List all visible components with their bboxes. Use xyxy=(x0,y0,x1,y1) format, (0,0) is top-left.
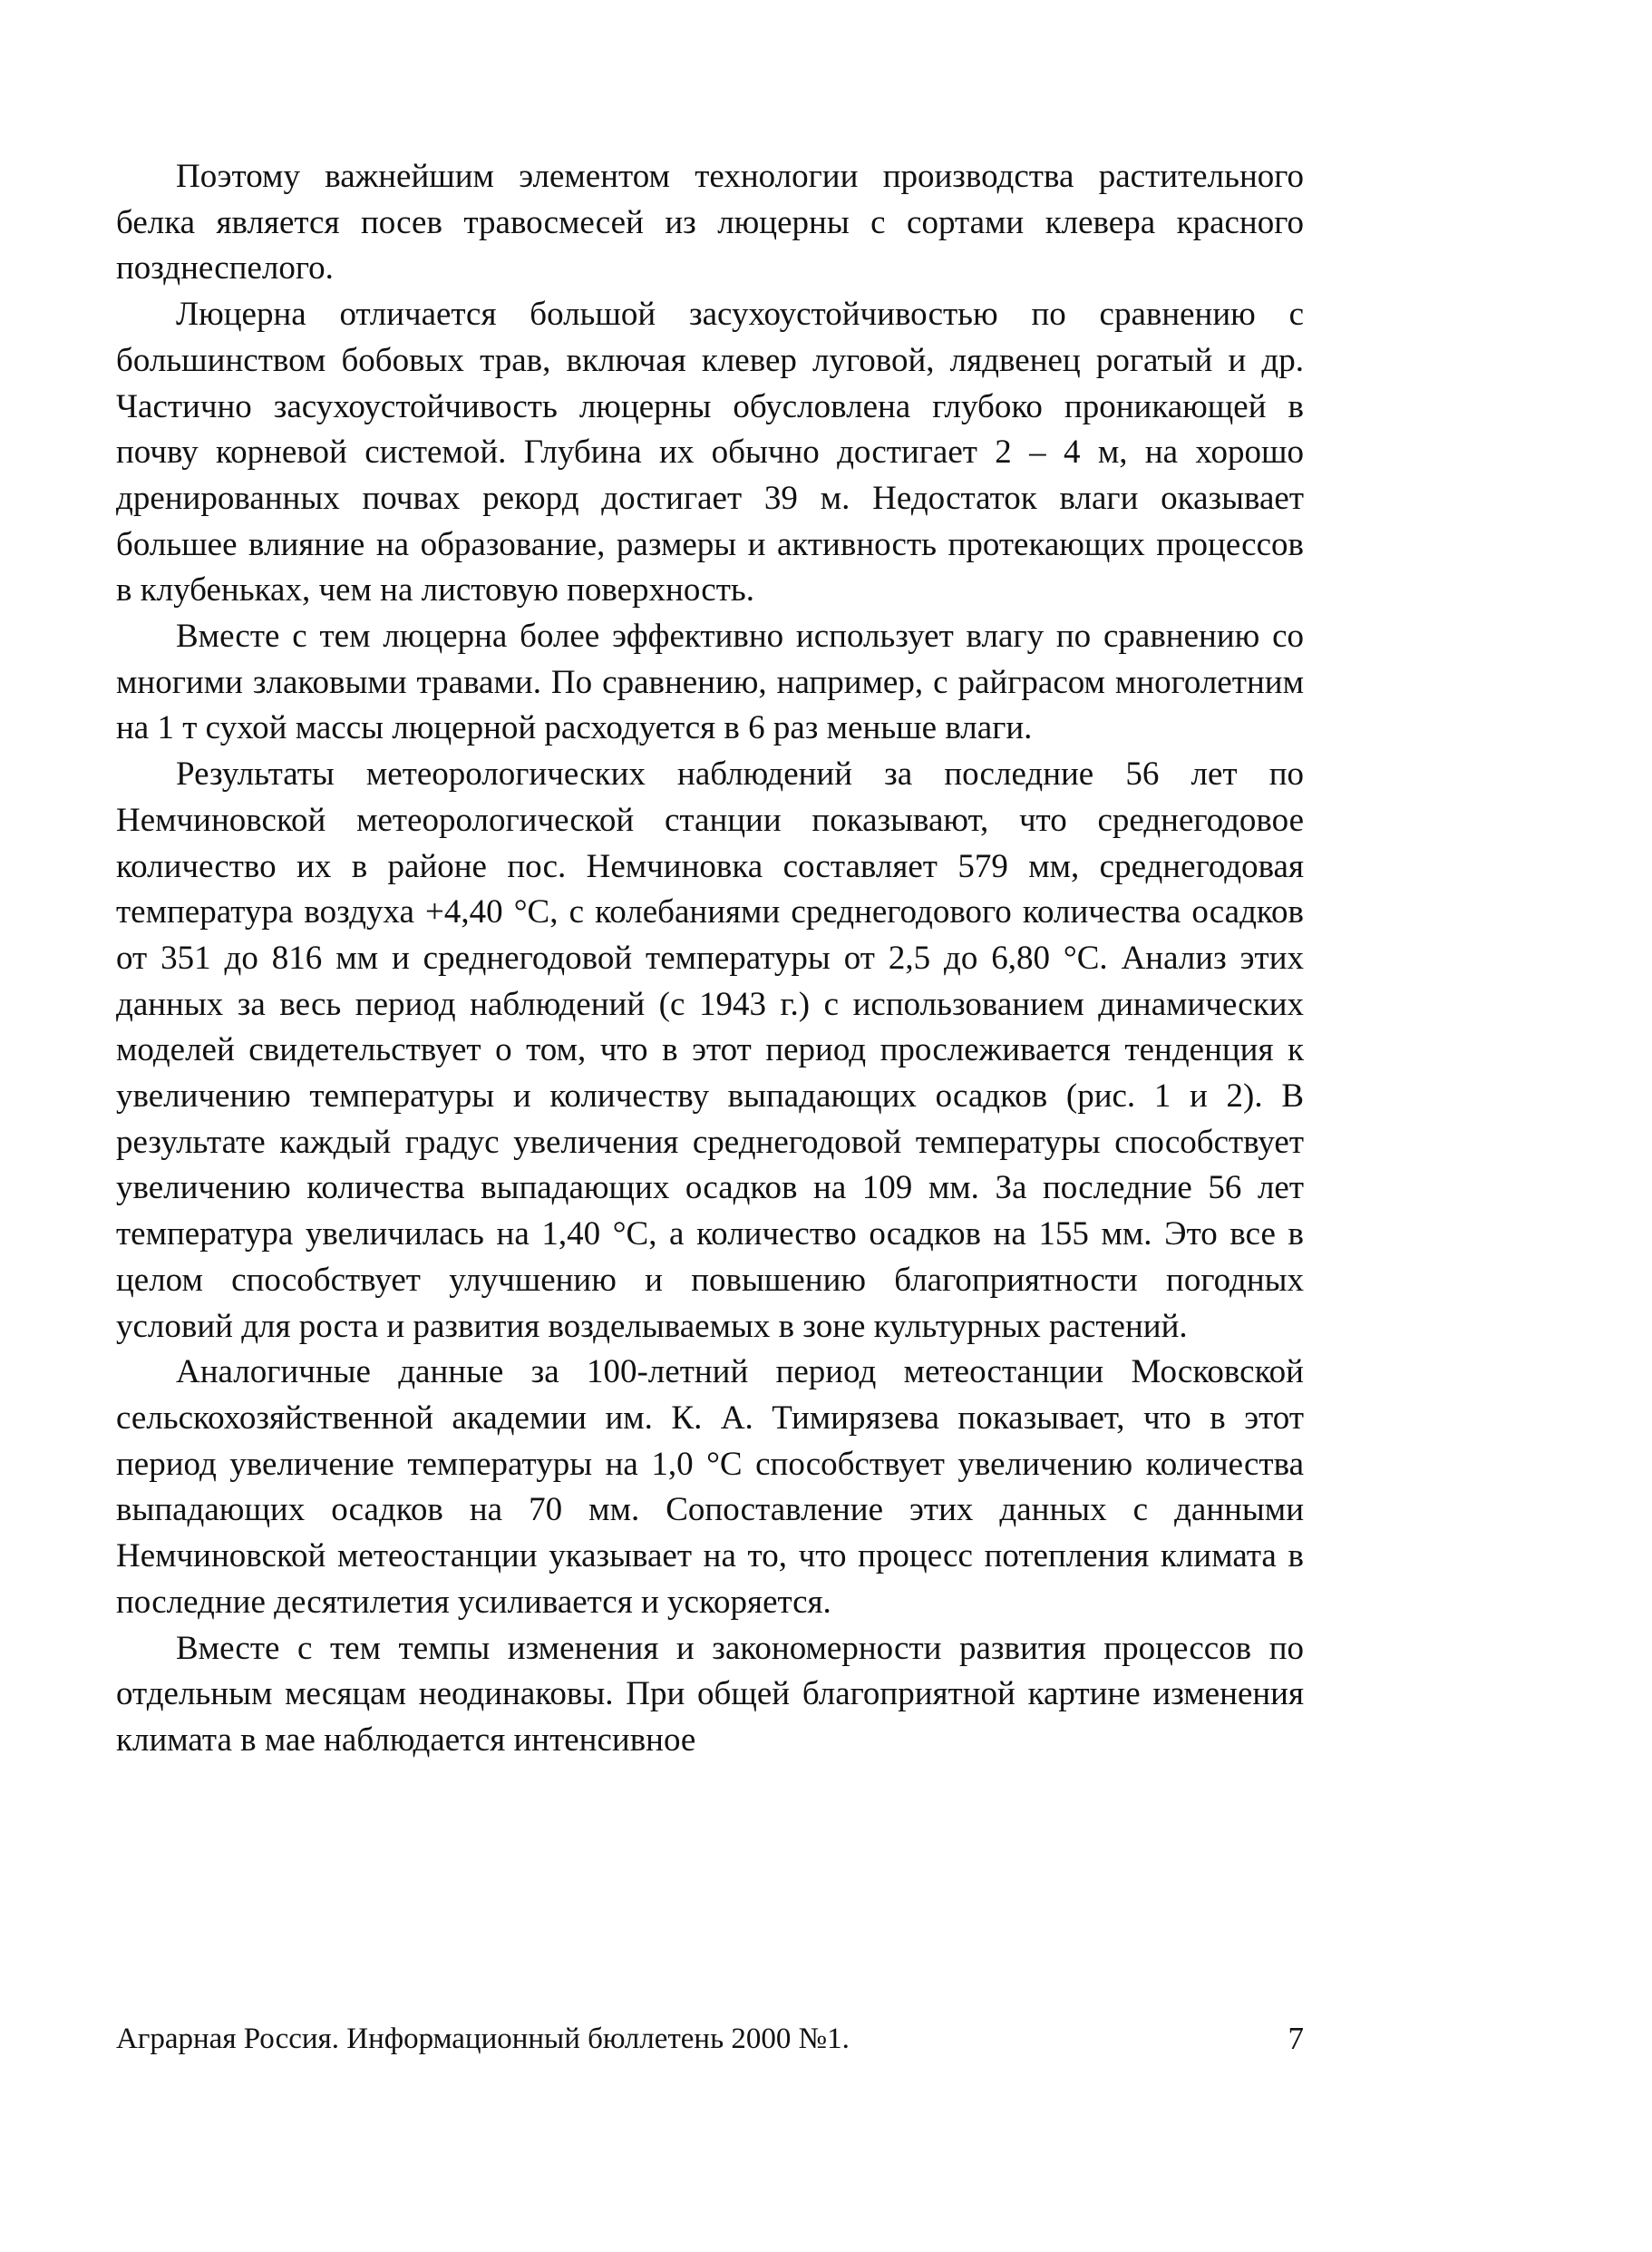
page-number: 7 xyxy=(1288,2021,1304,2056)
paragraph: Аналогичные данные за 100-летний период метеостанции Московской сельскохозяйственной академии им. К. А. Тимирязева показывает, что в этот период увеличение температуры на 1,0 °С способствует увеличению количества выпадающих осадков на 70 мм. Сопоставление этих данных с данными Немчиновской метеостанции указывает на то, что процесс потепления климата в последние десятилетия усиливается и ускоряется. xyxy=(116,1353,1304,1621)
body-text xyxy=(116,154,1304,1764)
footer-source: Аграрная Россия. Информационный бюллетень 2000 №1. xyxy=(116,2023,850,2055)
paragraph: Вместе с тем люцерна более эффективно использует влагу по сравнению со многими злаковыми травами. По сравнению, например, с райграсом многолетним на 1 т сухой массы люцерной расходуется в 6 раз меньше влаги. xyxy=(116,618,1304,747)
paragraph: Люцерна отличается большой засухоустойчивостью по сравнению с большинством бобовых трав, включая клевер луговой, лядвенец рогатый и др. Частично засухоустойчивость люцерны обусловлена глубоко проникающей в почву корневой системой. Глубина их обычно достигает 2 – 4 м, на хорошо дренированных почвах рекорд достигает 39 м. Недостаток влаги оказывает большее влияние на образование, размеры и активность протекающих процессов в клубеньках, чем на листовую поверхность. xyxy=(116,296,1304,609)
paragraph: Поэтому важнейшим элементом технологии производства растительного белка является посев травосмесей из люцерны с сортами клевера красного позднеспелого. xyxy=(116,158,1304,288)
paragraph: Результаты метеорологических наблюдений за последние 56 лет по Немчиновской метеорологической станции показывают, что среднегодовое количество их в районе пос. Немчиновка составляет 579 мм, среднегодовая температура воздуха +4,40 °С, с колебаниями среднегодового количества осадков от 351 до 816 мм и среднегодовой температуры от 2,5 до 6,80 °С. Анализ этих данных за весь период наблюдений (с 1943 г.) с использованием динамических моделей свидетельствует о том, что в этот период прослеживается тенденция к увеличению температуры и количеству выпадающих осадков (рис. 1 и 2). В результате каждый градус увеличения среднегодовой температуры способствует увеличению количества выпадающих осадков на 109 мм. За последние 56 лет температура увеличилась на 1,40 °С, а количество осадков на 155 мм. Это все в целом способствует улучшению и повышению благоприятности погодных условий для роста и развития возделываемых в зоне культурных растений. xyxy=(116,756,1304,1345)
paragraph: Вместе с тем темпы изменения и закономерности развития процессов по отдельным месяцам неодинаковы. При общей благоприятной картине изменения климата в мае наблюдается интенсивное xyxy=(116,1629,1304,1759)
